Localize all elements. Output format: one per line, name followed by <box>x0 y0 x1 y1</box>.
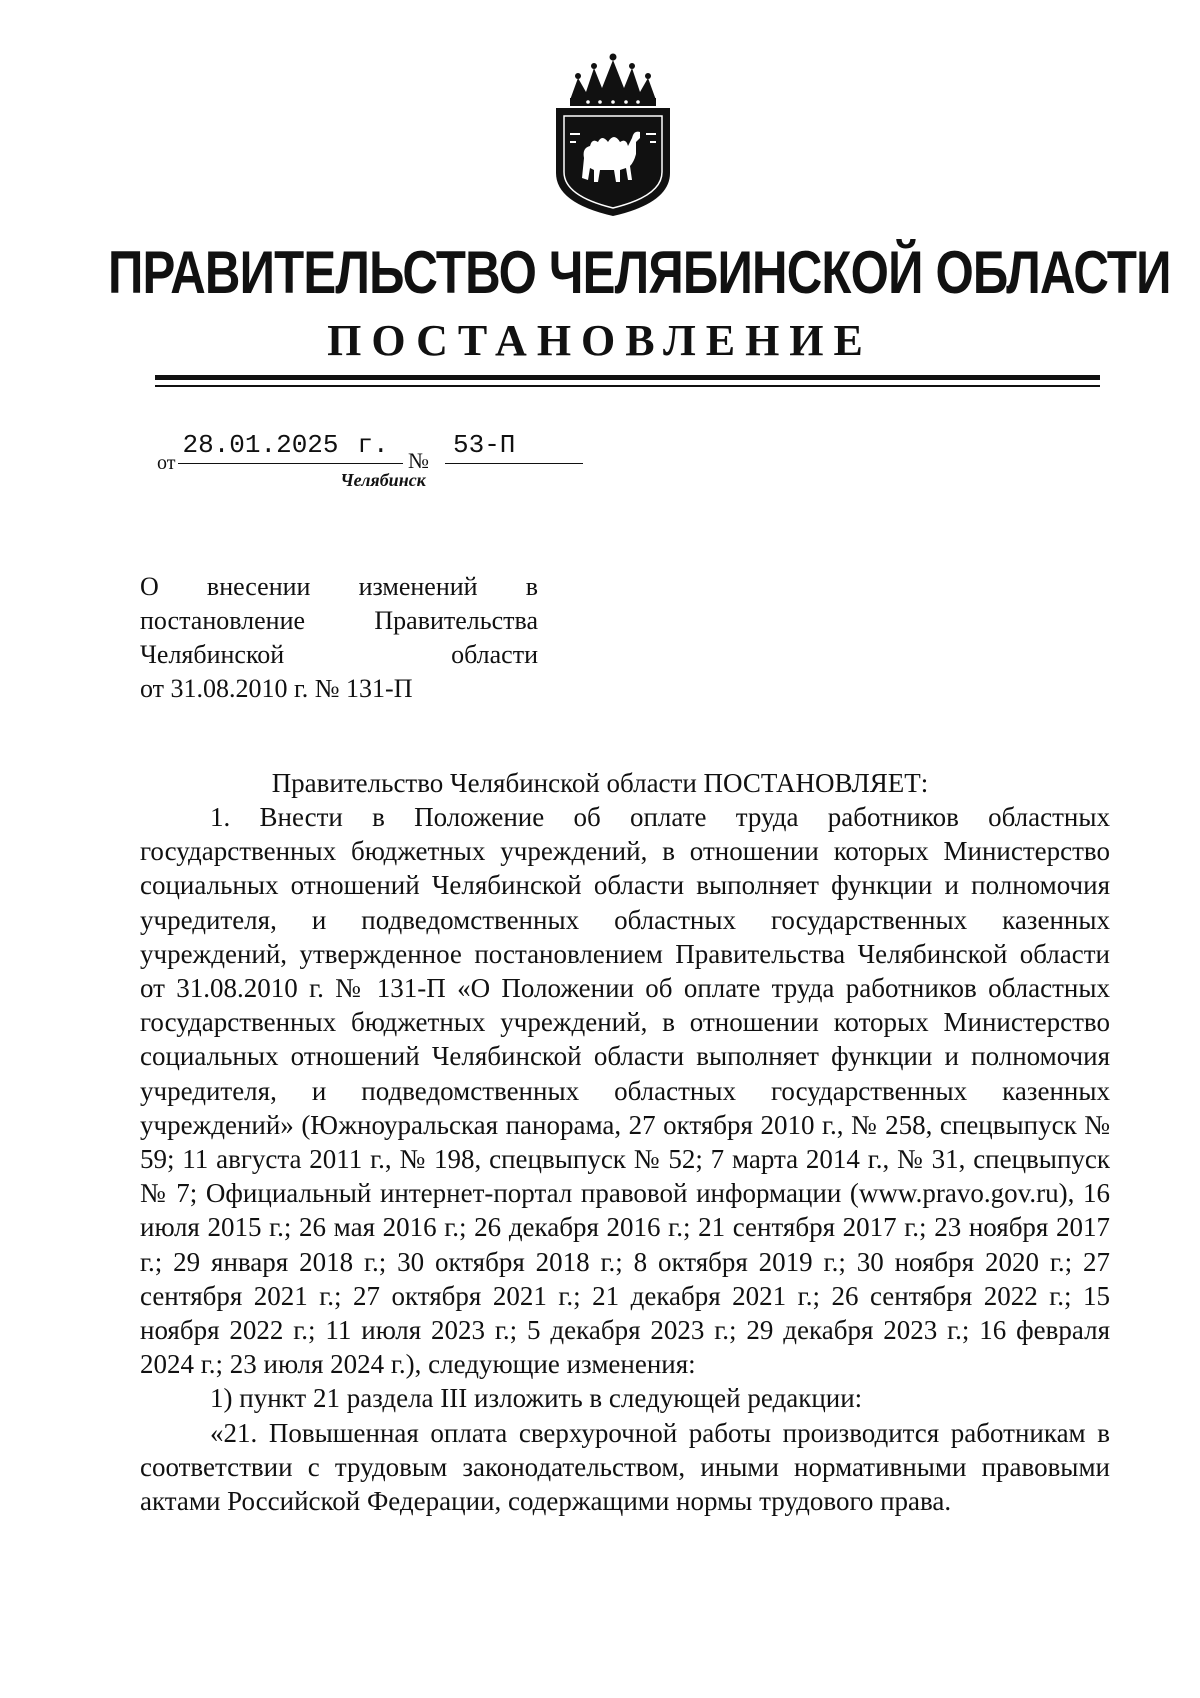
item-1: 1) пункт 21 раздела III изложить в следующей редакции: <box>210 1383 863 1414</box>
document-number: 53-П <box>445 430 583 464</box>
government-name: ПРАВИТЕЛЬСТВО ЧЕЛЯБИНСКОЙ ОБЛАСТИ <box>108 239 1171 306</box>
year-suffix: г. <box>343 430 403 464</box>
quote-point-21: «21. Повышенная оплата сверхурочной работы производится работникам в соответствии с трудовым законодательством, иными нормативными правовыми актами Российской Федерации, содержащими нормы трудового права. <box>140 1417 1110 1517</box>
number-label: № <box>408 448 429 473</box>
paragraph-1: 1. Внести в Положение об оплате труда работников областных государственных бюджетных учреждений, в отношении которых Министерство социальных отношений Челябинской области выполняет функции и полномочия учредителя, и подведомственных областных государственных казенных учреждений, утвержденное постановлением Правительства Челябинской области от 31.08.2010 г. № 131-П «О Положении об оплате труда работников областных государственных бюджетных учреждений, в отношении которых Министерство социальных отношений Челябинской области выполняет функции и полномочия учредителя, и подведомственных областных государственных казенных учреждений» (Южноуральская панорама, 27 октября 2010 г., № 258, спецвыпуск № 59; 11 августа 2011 г., № 198, спецвыпуск № 52; 7 марта 2014 г., № 31, спецвыпуск № 7; Официальный интернет-портал правовой информации (www.pravo.gov.ru), 16 июля 2015 г.; 26 мая 2016 г.; 26 декабря 2016 г.; 21 сентября 2017 г.; 23 ноября 2017 г.; 29 января 2018 г.; 30 октября 2018 г.; 8 октября 2019 г.; 30 ноября 2020 г.; 27 сентября 2021 г.; 27 октября 2021 г.; 21 декабря 2021 г.; 26 сентября 2022 г.; 15 ноября 2022 г.; 11 июля 2023 г.; 5 декабря 2023 г.; 29 декабря 2023 г.; 16 февраля 2024 г.; 23 июля 2024 г.), следующие изменения: <box>140 802 1110 1380</box>
document-subject <box>140 570 538 706</box>
header-rule-thick <box>155 375 1100 380</box>
document-body <box>140 800 1110 1518</box>
subject-line: постановление Правительства <box>140 606 538 635</box>
city-name: Челябинск <box>340 470 426 490</box>
preamble: Правительство Челябинской области ПОСТАНОВЛЯЕТ: <box>271 768 929 798</box>
document-date: 28.01.2025 <box>178 430 343 464</box>
subject-line: Челябинской области <box>140 640 538 669</box>
header-rule-thin <box>155 385 1100 387</box>
document-type: ПОСТАНОВЛЕНИЕ <box>327 316 873 365</box>
from-label: от <box>157 452 176 474</box>
subject-line: от 31.08.2010 г. № 131-П <box>140 674 413 703</box>
coat-of-arms-icon <box>548 38 678 218</box>
subject-line: О внесении изменений в <box>140 572 538 601</box>
